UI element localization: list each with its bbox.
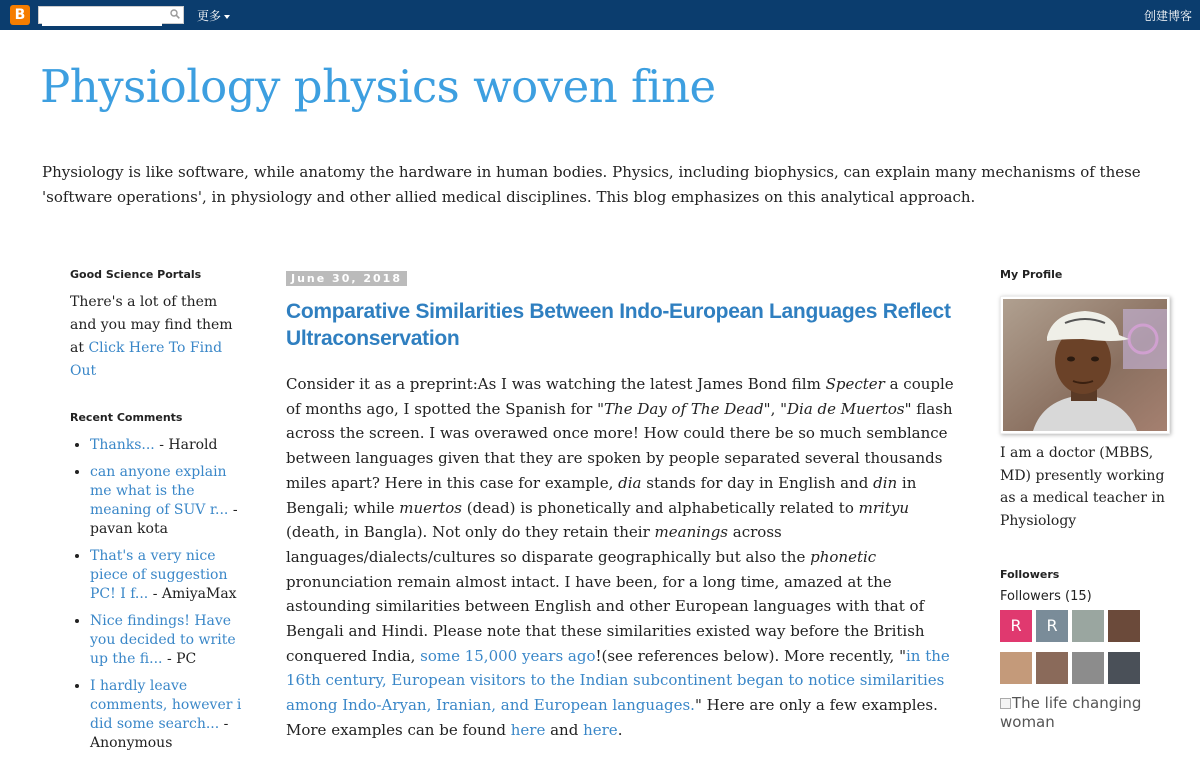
profile-photo-illustration bbox=[1003, 299, 1167, 431]
follower-avatar[interactable]: R bbox=[1000, 610, 1032, 642]
reference-link[interactable]: some 15,000 years ago bbox=[420, 646, 596, 665]
portals-link[interactable]: Click Here To Find Out bbox=[70, 340, 223, 379]
post-italic: Specter bbox=[825, 375, 885, 393]
post-text: ", bbox=[763, 399, 781, 418]
post-text: a couple of months ago, I spotted the Spanish for " bbox=[286, 375, 954, 418]
broken-image-icon bbox=[1000, 698, 1011, 709]
list-item bbox=[90, 677, 245, 753]
blogger-logo-icon[interactable]: B bbox=[10, 5, 30, 25]
follower-avatar[interactable] bbox=[1072, 652, 1104, 684]
post-italic: "Dia de Muertos" bbox=[780, 399, 912, 418]
post-italic: The Day of The Dead bbox=[604, 399, 764, 418]
post-title-link[interactable]: Comparative Similarities Between Indo-European Languages Reflect Ultraconservation bbox=[286, 300, 951, 350]
portals-widget-title: Good Science Portals bbox=[70, 268, 202, 281]
right-sidebar bbox=[1000, 268, 1180, 732]
profile-widget-title: My Profile bbox=[1000, 268, 1063, 281]
post-text: across languages/dialects/cultures so disparate geographically but also the bbox=[286, 523, 811, 566]
follower-avatar[interactable] bbox=[1108, 652, 1140, 684]
post-text: " Here are only a few examples. More examples can be found bbox=[286, 696, 938, 739]
list-item bbox=[90, 547, 245, 604]
follower-avatar[interactable] bbox=[1036, 652, 1068, 684]
follower-avatar[interactable]: R bbox=[1036, 610, 1068, 642]
post-text: pronunciation remain almost intact. I have been, for a long time, amazed at the astounding similarities between English and other European languages with that of Bengali and Hindi. Please note that these similarities existed way before the British conquered India, bbox=[286, 572, 925, 665]
image-widget-alt-text: The life changing woman bbox=[1000, 694, 1142, 731]
portals-widget-text bbox=[70, 291, 245, 383]
comment-link[interactable]: Nice findings! Have you decided to write up the fi... bbox=[90, 613, 236, 667]
recent-comments-title: Recent Comments bbox=[70, 411, 183, 424]
navbar-search-box bbox=[38, 6, 184, 24]
post-text: (dead) is phonetically and alphabetically related to bbox=[461, 498, 859, 517]
profile-photo[interactable] bbox=[1000, 296, 1170, 434]
post-italic: muertos bbox=[399, 498, 462, 517]
followers-widget-title: Followers bbox=[1000, 568, 1060, 581]
navbar-more-label: 更多 bbox=[197, 9, 222, 23]
image-widget[interactable] bbox=[1000, 694, 1180, 732]
post-italic: mrityu bbox=[858, 498, 909, 517]
follower-avatar[interactable] bbox=[1000, 652, 1032, 684]
here-link[interactable]: here bbox=[583, 720, 618, 739]
blog-title[interactable]: Physiology physics woven fine bbox=[40, 60, 716, 113]
comment-author: - AmiyaMax bbox=[152, 586, 237, 602]
followers-grid bbox=[1000, 610, 1180, 684]
profile-text: I am a doctor (MBBS, MD) presently working as a medical teacher in Physiology bbox=[1000, 445, 1165, 529]
post-title bbox=[286, 298, 956, 352]
here-link[interactable]: here bbox=[510, 720, 546, 739]
post-text: (death, in Bangla). Not only do they retain their bbox=[286, 523, 655, 542]
post-date-header: June 30, 2018 bbox=[286, 271, 407, 286]
comment-author: - Harold bbox=[159, 437, 218, 453]
post-text: and bbox=[545, 720, 584, 739]
recent-comments-list bbox=[70, 436, 245, 753]
blog-description: Physiology is like software, while anatomy the hardware in human bodies. Physics, including biophysics, can explain many mechanisms of these 'software operations', in physiology and other allied medical disciplines. This blog emphasizes on this analytical approach. bbox=[42, 163, 1141, 206]
post-italic: dia bbox=[618, 473, 642, 492]
post-text: stands for day in English and bbox=[641, 473, 874, 492]
create-blog-link[interactable]: 创建博客 bbox=[1143, 9, 1192, 23]
list-item bbox=[90, 612, 245, 669]
comment-author: - pavan kota bbox=[90, 502, 238, 537]
comment-link[interactable]: That's a very nice piece of suggestion PC! I f... bbox=[90, 548, 228, 602]
list-item bbox=[90, 463, 245, 539]
post-italic: din bbox=[873, 473, 898, 492]
followers-count: Followers (15) bbox=[1000, 589, 1092, 604]
navbar-search-input[interactable] bbox=[42, 12, 162, 26]
post-text: . bbox=[617, 720, 623, 739]
comment-link[interactable]: can anyone explain me what is the meaning of SUV r... bbox=[90, 464, 229, 518]
comment-link[interactable]: Thanks... bbox=[90, 437, 155, 453]
post-italic: phonetic bbox=[810, 547, 877, 566]
portals-text: There's a lot of them and you may find them at bbox=[70, 294, 233, 356]
post-text: !(see references below). More recently, " bbox=[595, 646, 906, 665]
list-item bbox=[90, 436, 245, 455]
comment-link[interactable]: I hardly leave comments, however i did some search... bbox=[90, 678, 242, 732]
comment-author: - Anonymous bbox=[90, 716, 229, 751]
chevron-down-icon bbox=[224, 15, 230, 19]
post-text: Consider it as a preprint:As I was watching the latest James Bond film bbox=[286, 375, 826, 393]
post-text: flash across the screen. I was overawed once more! How could there be so much semblance between languages given that they are spoken by people separated several thousands miles apart? Here in this case for example, bbox=[286, 399, 953, 492]
follower-avatar[interactable] bbox=[1108, 610, 1140, 642]
left-sidebar bbox=[70, 268, 245, 761]
navbar-more-menu[interactable] bbox=[197, 7, 230, 24]
post-body bbox=[286, 372, 956, 743]
follower-avatar[interactable] bbox=[1072, 610, 1104, 642]
post-text: in Bengali; while bbox=[286, 473, 917, 517]
search-icon[interactable] bbox=[170, 9, 180, 19]
quote-link[interactable]: in the 16th century, European visitors to the Indian subcontinent began to notice similarities among Indo-Aryan, Iranian, and European languages. bbox=[286, 646, 950, 715]
comment-author: - PC bbox=[166, 651, 197, 667]
post-italic: meanings bbox=[654, 523, 728, 542]
blogger-navbar bbox=[0, 0, 1200, 30]
main-column bbox=[286, 267, 956, 743]
